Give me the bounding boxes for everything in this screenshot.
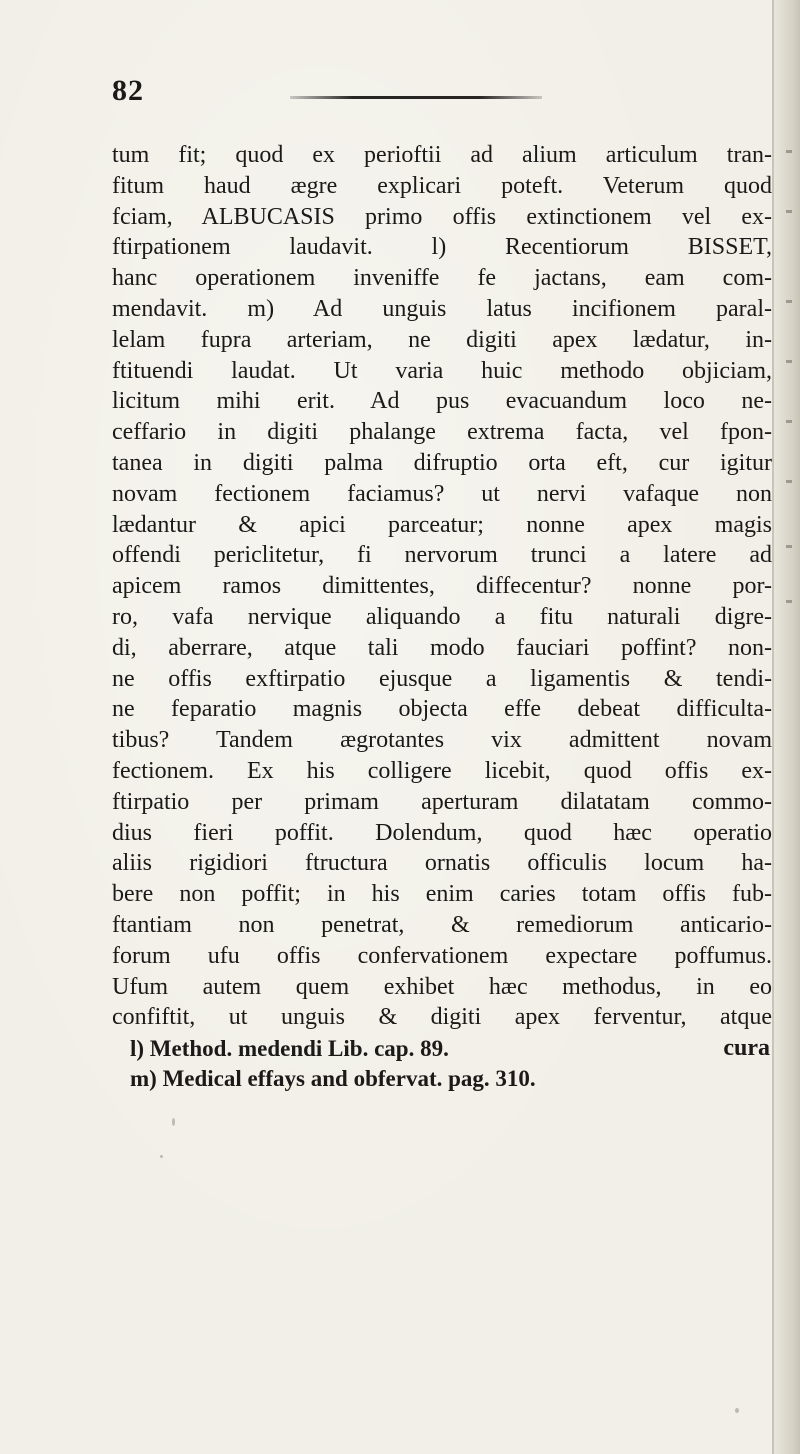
text-line: tibus? Tandem ægrotantes vix admittent novam (112, 727, 772, 754)
paper-speck (160, 1155, 163, 1158)
text-line: apicem ramos dimittentes, diffecentur? nonne por- (112, 573, 772, 600)
text-line: confiftit, ut unguis & digiti apex ferventur, atque (112, 1004, 772, 1031)
text-line: dius fieri poffit. Dolendum, quod hæc operatio (112, 819, 772, 846)
edge-mark (786, 150, 792, 153)
edge-mark (786, 420, 792, 423)
text-line: ftirpationem laudavit. l) Recentiorum BISSET, (112, 234, 772, 261)
edge-mark (786, 300, 792, 303)
text-line: ftituendi laudat. Ut varia huic methodo objiciam, (112, 357, 772, 384)
text-line: ftirpatio per primam aperturam dilatatam commo- (112, 788, 772, 815)
text-line: novam fectionem faciamus? ut nervi vafaque non (112, 480, 772, 507)
text-line: aliis rigidiori ftructura ornatis officulis locum ha- (112, 850, 772, 877)
text-line: fciam, ALBUCASIS primo offis extinctionem vel ex- (112, 203, 772, 230)
text-line: Ufum autem quem exhibet hæc methodus, in eo (112, 973, 772, 1000)
text-line: mendavit. m) Ad unguis latus incifionem paral- (112, 295, 772, 322)
header-rule (290, 96, 542, 99)
paper-speck (172, 1118, 175, 1126)
edge-mark (786, 360, 792, 363)
text-line: ne feparatio magnis objecta effe debeat difficulta- (112, 696, 772, 723)
text-line: tanea in digiti palma difruptio orta eft, cur igitur (112, 449, 772, 476)
text-line: fectionem. Ex his colligere licebit, quod offis ex- (112, 757, 772, 784)
page-number: 82 (112, 74, 144, 107)
text-line: ftantiam non penetrat, & remediorum anticario- (112, 911, 772, 938)
text-line: ceffario in digiti phalange extrema facta, vel fpon- (112, 419, 772, 446)
text-line: licitum mihi erit. Ad pus evacuandum loco ne- (112, 388, 772, 415)
text-line: forum ufu offis confervationem expectare poffumus. (112, 942, 772, 969)
text-line: fitum haud ægre explicari poteft. Veterum quod (112, 172, 772, 199)
body-text (112, 140, 772, 1064)
edge-mark (786, 210, 792, 213)
catchword: cura (723, 1035, 770, 1062)
edge-mark (786, 545, 792, 548)
text-line: offendi periclitetur, fi nervorum trunci a latere ad (112, 542, 772, 569)
text-line: bere non poffit; in his enim caries totam offis fub- (112, 881, 772, 908)
footnote-l: l) Method. medendi Lib. cap. 89. (130, 1036, 449, 1061)
text-line: di, aberrare, atque tali modo fauciari poffint? non- (112, 634, 772, 661)
footnotes (130, 1034, 770, 1094)
footnote-m: m) Medical effays and obfervat. pag. 310. (130, 1066, 536, 1091)
edge-mark (786, 600, 792, 603)
binding-edge (772, 0, 800, 1454)
text-line: lelam fupra arteriam, ne digiti apex lædatur, in- (112, 326, 772, 353)
text-line: ro, vafa nervique aliquando a fitu naturali digre- (112, 603, 772, 630)
text-line: tum fit; quod ex perioftii ad alium articulum tran- (112, 142, 772, 168)
paper-speck (735, 1408, 739, 1413)
text-line: lædantur & apici parceatur; nonne apex magis (112, 511, 772, 538)
text-line: hanc operationem inveniffe fe jactans, eam com- (112, 265, 772, 292)
edge-mark (786, 480, 792, 483)
text-line: ne offis exftirpatio ejusque a ligamentis & tendi- (112, 665, 772, 692)
